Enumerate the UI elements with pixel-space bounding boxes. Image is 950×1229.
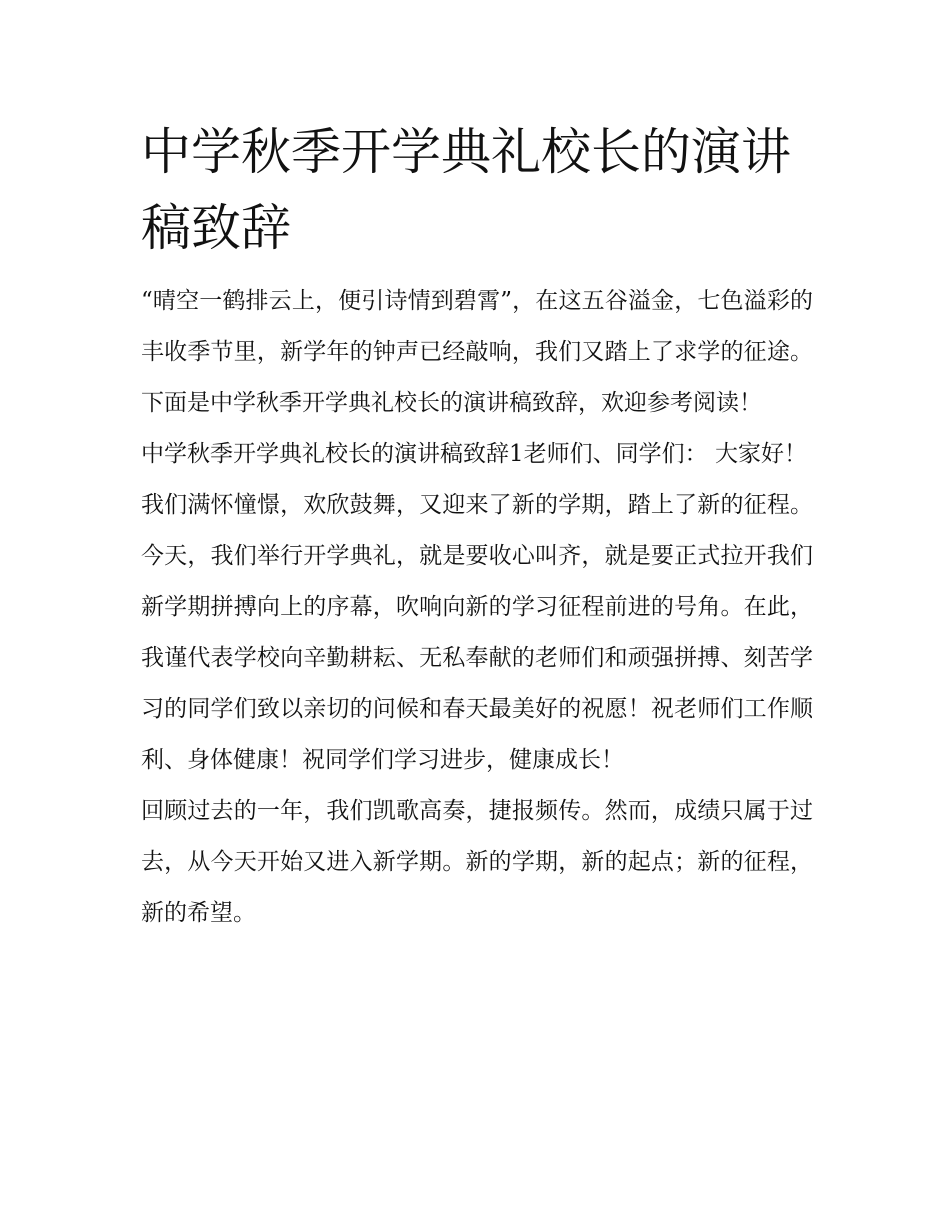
paragraph-intro: “晴空一鹤排云上，便引诗情到碧霄”，在这五谷溢金，七色溢彩的丰收季节里，新学年的钟声已经敲响，我们又踏上了求学的征途。下面是中学秋季开学典礼校长的演讲稿致辞，欢迎参考阅读！: [141, 288, 813, 416]
paragraph-greeting: 中学秋季开学典礼校长的演讲稿致辞1老师们、同学们： 大家好！: [141, 441, 807, 467]
document-title: 中学秋季开学典礼校长的演讲稿致辞: [141, 123, 791, 257]
paragraph-review: 回顾过去的一年，我们凯歌高奏，捷报频传。然而，成绩只属于过去，从今天开始又进入新学期。新的学期，新的起点；新的征程，新的希望。: [141, 798, 813, 926]
document-body: [141, 276, 813, 939]
paragraph-new-term: 我们满怀憧憬，欢欣鼓舞，又迎来了新的学期，踏上了新的征程。今天，我们举行开学典礼，就是要收心叫齐，就是要正式拉开我们新学期拼搏向上的序幕，吹响向新的学习征程前进的号角。在此，我谨代表学校向辛勤耕耘、无私奉献的老师们和顽强拼搏、刻苦学习的同学们致以亲切的问候和春天最美好的祝愿！祝老师们工作顺利、身体健康！祝同学们学习进步，健康成长！: [141, 492, 813, 773]
